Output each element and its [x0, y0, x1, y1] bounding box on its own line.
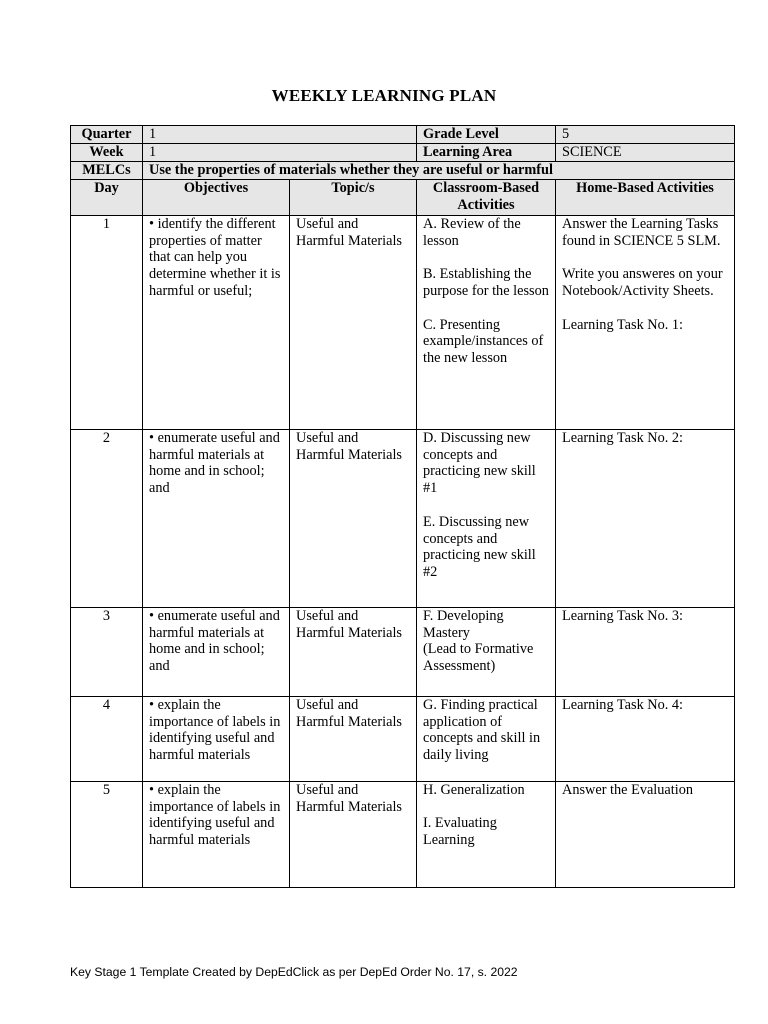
- weekly-plan-table: [70, 125, 735, 888]
- week-row: [71, 144, 735, 162]
- day-row: [71, 215, 735, 429]
- home-activities: [556, 429, 735, 607]
- classroom-activity: E. Discussing new concepts and practicing new skill #2: [423, 513, 536, 581]
- quarter-value: 1: [143, 126, 417, 144]
- objective-text: • enumerate useful and harmful materials at home and in school; and: [143, 607, 290, 696]
- day-number: 4: [71, 696, 143, 781]
- day-number: 3: [71, 607, 143, 696]
- home-activities: [556, 215, 735, 429]
- grade-level-label: Grade Level: [417, 126, 556, 144]
- week-value: 1: [143, 144, 417, 162]
- objective-text: • explain the importance of labels in identifying useful and harmful materials: [143, 696, 290, 781]
- classroom-activities: [417, 696, 556, 781]
- header-day: Day: [71, 179, 143, 215]
- objective-text: • identify the different properties of matter that can help you determine whether it is harmful or useful;: [143, 215, 290, 429]
- melcs-label: MELCs: [71, 162, 143, 180]
- classroom-activity: I. Evaluating Learning: [423, 815, 497, 849]
- classroom-activity: (Lead to Formative Assessment): [423, 641, 534, 675]
- day-row: [71, 607, 735, 696]
- objective-text: • explain the importance of labels in identifying useful and harmful materials: [143, 781, 290, 887]
- classroom-activities: [417, 215, 556, 429]
- header-classroom-activities: Classroom-Based Activities: [417, 179, 556, 215]
- topic-text: Useful and Harmful Materials: [290, 781, 417, 887]
- day-row: [71, 429, 735, 607]
- quarter-label: Quarter: [71, 126, 143, 144]
- header-home-activities: Home-Based Activities: [556, 179, 735, 215]
- week-label: Week: [71, 144, 143, 162]
- home-activity: Learning Task No. 4:: [562, 696, 684, 713]
- home-activity: Learning Task No. 1:: [562, 316, 684, 333]
- classroom-activity: B. Establishing the purpose for the lesson: [423, 266, 549, 299]
- home-activities: [556, 781, 735, 887]
- header-row: [71, 179, 735, 215]
- header-objectives: Objectives: [143, 179, 290, 215]
- objective-text: • enumerate useful and harmful materials at home and in school; and: [143, 429, 290, 607]
- home-activities: [556, 607, 735, 696]
- topic-text: Useful and Harmful Materials: [290, 696, 417, 781]
- classroom-activity: F. Developing Mastery: [423, 607, 504, 641]
- topic-text: Useful and Harmful Materials: [290, 607, 417, 696]
- topic-text: Useful and Harmful Materials: [290, 215, 417, 429]
- home-activity: Write you answeres on your Notebook/Activity Sheets.: [562, 266, 723, 299]
- classroom-activity: G. Finding practical application of concepts and skill in daily living: [423, 696, 541, 764]
- melcs-value: Use the properties of materials whether they are useful or harmful: [143, 162, 735, 180]
- home-activity: Learning Task No. 3:: [562, 607, 684, 624]
- classroom-activity: D. Discussing new concepts and practicing new skill #1: [423, 429, 536, 497]
- learning-area-value: SCIENCE: [556, 144, 735, 162]
- day-number: 5: [71, 781, 143, 887]
- home-activities: [556, 696, 735, 781]
- classroom-activity: A. Review of the lesson: [423, 215, 521, 249]
- home-activity: Answer the Learning Tasks found in SCIENCE 5 SLM.: [562, 215, 721, 249]
- classroom-activity: H. Generalization: [423, 781, 525, 798]
- classroom-activities: [417, 607, 556, 696]
- classroom-activities: [417, 781, 556, 887]
- page-footer: Key Stage 1 Template Created by DepEdClick as per DepEd Order No. 17, s. 2022: [70, 965, 518, 979]
- topic-text: Useful and Harmful Materials: [290, 429, 417, 607]
- learning-area-label: Learning Area: [417, 144, 556, 162]
- home-activity: Answer the Evaluation: [562, 781, 694, 798]
- grade-level-value: 5: [556, 126, 735, 144]
- home-activity: Learning Task No. 2:: [562, 429, 684, 446]
- day-number: 1: [71, 215, 143, 429]
- classroom-activities: [417, 429, 556, 607]
- day-row: [71, 781, 735, 887]
- page-title: WEEKLY LEARNING PLAN: [271, 86, 497, 105]
- day-number: 2: [71, 429, 143, 607]
- quarter-row: [71, 126, 735, 144]
- melcs-row: [71, 162, 735, 180]
- day-row: [71, 696, 735, 781]
- header-topics: Topic/s: [290, 179, 417, 215]
- classroom-activity: C. Presenting example/instances of the new lesson: [423, 316, 544, 367]
